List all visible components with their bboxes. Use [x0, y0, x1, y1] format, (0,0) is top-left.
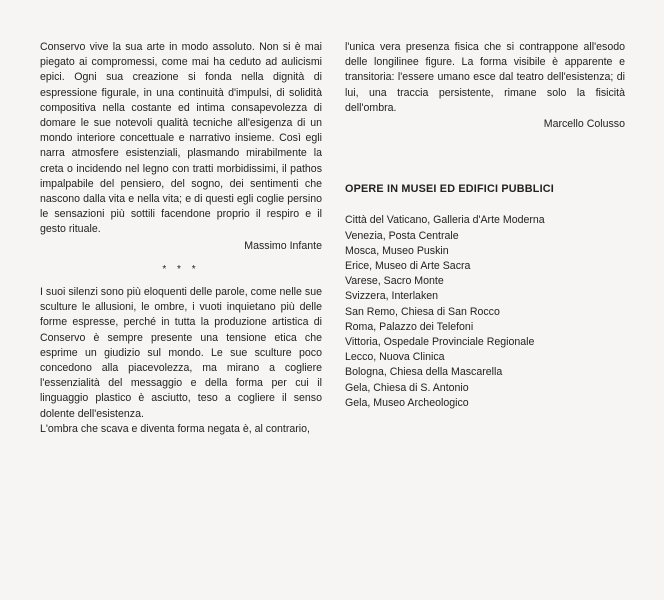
list-item: Città del Vaticano, Galleria d'Arte Moderna [345, 214, 545, 227]
signature-marcello-colusso: Marcello Colusso [543, 118, 625, 131]
section-heading: OPERE IN MUSEI ED EDIFICI PUBBLICI [345, 183, 554, 196]
list-item: Vittoria, Ospedale Provinciale Regionale [345, 336, 535, 349]
right-column [345, 40, 625, 411]
list-item: Venezia, Posta Centrale [345, 229, 459, 242]
list-item: San Remo, Chiesa di San Rocco [345, 305, 500, 318]
list-item: Svizzera, Interlaken [345, 290, 439, 303]
essay-paragraph-1: Conservo vive la sua arte in modo assoluto. Non si è mai piegato ai compromessi, come mai ha ceduto ad aulicismi epici. Ogni sua creazione si fonda nella dignità di espressione figurale, in una continuità d'impulsi, di solidità compositiva nella costante ed intima consapevolezza di domare le sue notevoli qualità tecniche all'esigenza di un mondo interiore concettuale e narrativo insieme. Così egli narra atmosfere esistenziali, plasmando mirabilmente la creta o incidendo nel legno con tratti morbidissimi, il pathos impalpabile del pensiero, del sogno, dei sentimenti che nascono dalla vita e nella vita; e di questi egli coglie persino le sensazioni più sottili facendone proprio il respiro e il gesto rituale. [40, 41, 322, 236]
list-item: Gela, Chiesa di S. Antonio [345, 381, 469, 394]
list-item: Erice, Museo di Arte Sacra [345, 260, 471, 273]
essay-paragraph-2: I suoi silenzi sono più eloquenti delle parole, come nelle sue sculture le allusioni, le ombre, i vuoti inquietano più delle forme espresse, perché in tutta la produzione artistica di Conservo è sempre presente una tensione etica che esprime un giudizio sul mondo. Le sue sculture poco concedono alla piacevolezza, ma mirano a cogliere l'essenzialità del messaggio e della forma per cui il linguaggio plastico è asciutto, teso a cogliere il senso dolente dell'esistenza. [40, 286, 322, 420]
list-item: Gela, Museo Archeologico [345, 396, 469, 409]
signature-massimo-infante: Massimo Infante [244, 239, 322, 252]
list-item: Lecco, Nuova Clinica [345, 351, 445, 364]
museum-list [345, 213, 625, 411]
list-item: Bologna, Chiesa della Mascarella [345, 366, 503, 379]
list-item: Varese, Sacro Monte [345, 275, 444, 288]
list-item: Roma, Palazzo dei Telefoni [345, 320, 474, 333]
list-item: Mosca, Museo Puskin [345, 244, 449, 257]
essay-paragraph-3: L'ombra che scava e diventa forma negata è, al contrario, [40, 422, 310, 435]
section-separator: * * * [162, 263, 200, 275]
left-column [40, 40, 322, 437]
essay-paragraph-continuation: l'unica vera presenza fisica che si contrappone all'esodo delle longilinee figure. La forma visibile è apparente e transitoria: l'essere umano esce dal teatro dell'esistenza; di lui, una traccia persistente, rimane solo la fisicità dell'ombra. [345, 41, 625, 114]
